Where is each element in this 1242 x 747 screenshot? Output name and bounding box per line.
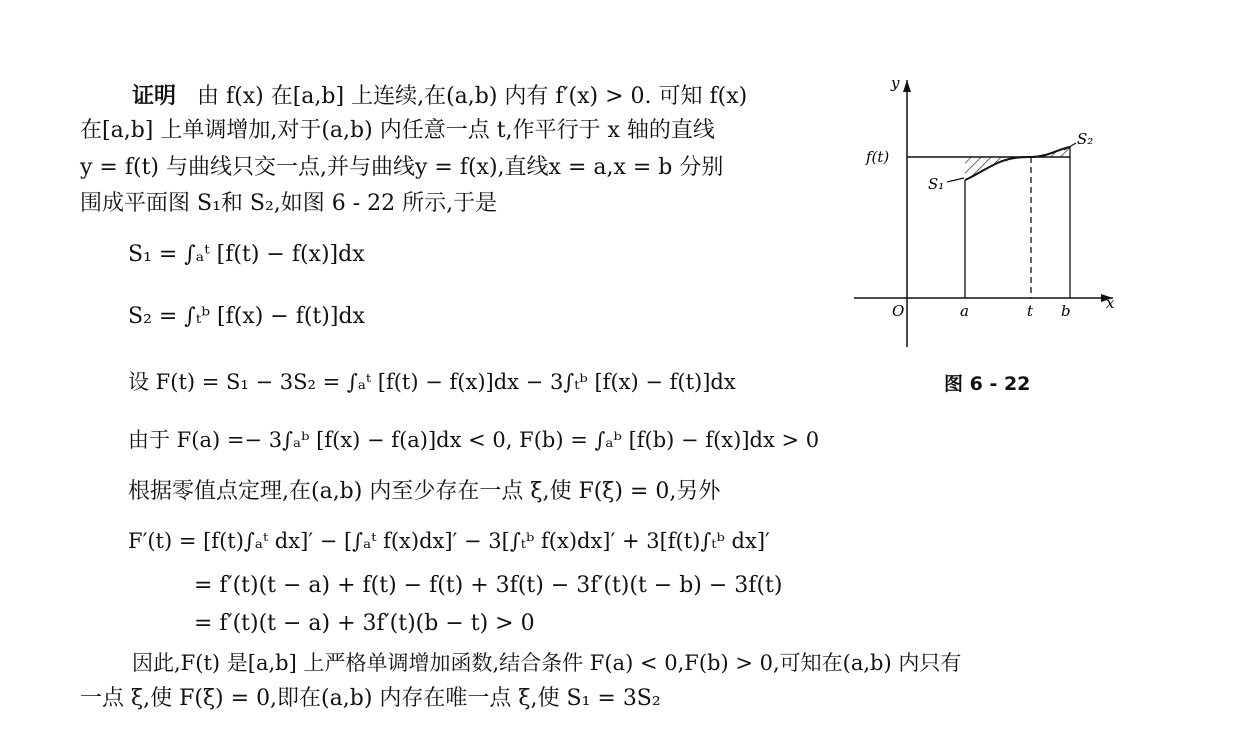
derivative-line-1: F′(t) = [f(t)∫ₐᵗ dx]′ − [∫ₐᵗ f(x)dx]′ − 3[∫ₜᵇ f(x)dx]′ + 3[f(t)∫ₜᵇ dx]′ bbox=[128, 529, 770, 553]
equation-s1: S₁ = ∫ₐᵗ [f(t) − f(x)]dx bbox=[128, 242, 365, 267]
proof-intro-1: 由 f(x) 在[a,b] 上连续,在(a,b) 内有 f′(x) > 0. 可知 f(x) bbox=[197, 84, 748, 109]
figure-graph bbox=[848, 72, 1118, 362]
label-b: b bbox=[1061, 302, 1071, 320]
figure-6-22 bbox=[848, 72, 1118, 362]
derivative-line-3: = f′(t)(t − a) + 3f′(t)(b − t) > 0 bbox=[194, 611, 535, 636]
label-y: y bbox=[891, 74, 900, 92]
equation-s2: S₂ = ∫ₜᵇ [f(x) − f(t)]dx bbox=[128, 304, 365, 329]
region-s1 bbox=[965, 157, 1031, 180]
label-s1: S₁ bbox=[928, 175, 945, 193]
label-x: x bbox=[1106, 294, 1115, 312]
proof-line-1 bbox=[132, 82, 747, 112]
proof-label: 证明 bbox=[132, 84, 177, 109]
proof-line-2: 在[a,b] 上单调增加,对于(a,b) 内任意一点 t,作平行于 x 轴的直线 bbox=[80, 118, 715, 143]
label-ft: f(t) bbox=[866, 148, 890, 166]
conclusion-line-2: 一点 ξ,使 F(ξ) = 0,即在(a,b) 内存在唯一点 ξ,使 S₁ = 3S₂ bbox=[80, 686, 661, 711]
s1-leader bbox=[947, 178, 964, 182]
proof-line-4: 围成平面图 S₁和 S₂,如图 6 - 22 所示,于是 bbox=[80, 191, 498, 216]
zero-theorem-line: 根据零值点定理,在(a,b) 内至少存在一点 ξ,使 F(ξ) = 0,另外 bbox=[128, 479, 721, 504]
equation-F: 设 F(t) = S₁ − 3S₂ = ∫ₐᵗ [f(t) − f(x)]dx − 3∫ₜᵇ [f(x) − f(t)]dx bbox=[128, 370, 736, 394]
conclusion-line-1: 因此,F(t) 是[a,b] 上严格单调增加函数,结合条件 F(a) < 0,F(b) > 0,可知在(a,b) 内只有 bbox=[132, 651, 962, 675]
derivative-line-2: = f′(t)(t − a) + f(t) − f(t) + 3f(t) − 3f′(t)(t − b) − 3f(t) bbox=[194, 573, 783, 598]
figure-caption: 图 6 - 22 bbox=[944, 373, 1031, 395]
y-axis-arrow-icon bbox=[903, 80, 911, 92]
label-origin: O bbox=[892, 302, 905, 320]
label-a: a bbox=[960, 302, 969, 320]
proof-line-3: y = f(t) 与曲线只交一点,并与曲线y = f(x),直线x = a,x = b 分别 bbox=[80, 155, 724, 180]
label-s2: S₂ bbox=[1077, 130, 1094, 148]
label-t: t bbox=[1027, 302, 1034, 320]
equation-Fab: 由于 F(a) =− 3∫ₐᵇ [f(x) − f(a)]dx < 0, F(b) = ∫ₐᵇ [f(b) − f(x)]dx > 0 bbox=[128, 428, 820, 452]
